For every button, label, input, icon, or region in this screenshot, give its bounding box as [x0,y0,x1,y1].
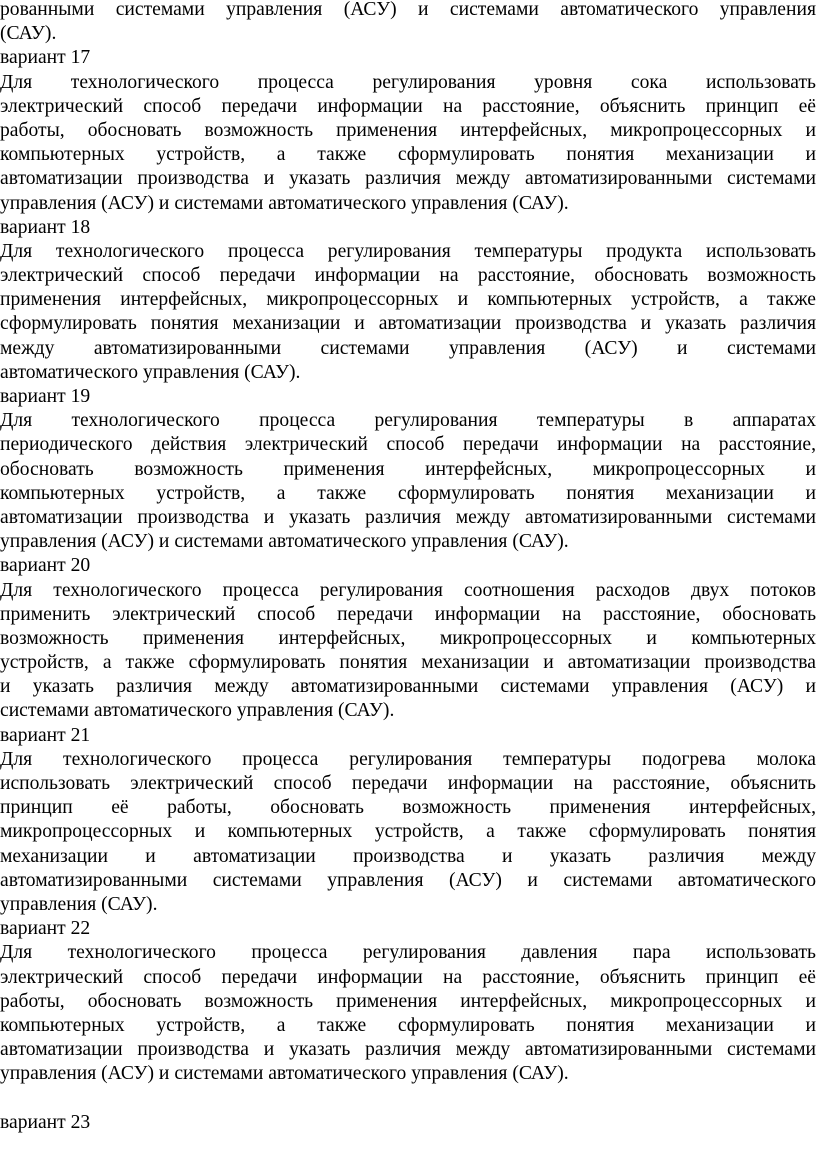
paragraph-line: работы, обосновать возможность применения интерфейсных, микропроцессорных и [0,119,816,141]
paragraph-line: компьютерных устройств, а также сформулировать понятия механизации и [0,1014,816,1036]
variants-list [0,46,816,1086]
paragraph-line: Для технологического процесса регулирования уровня сока использовать [0,71,816,93]
paragraph-line: автоматизации производства и указать различия между автоматизированными системами [0,506,816,528]
variant-task-paragraph [0,748,816,917]
paragraph-line: автоматического управления (САУ). [0,361,301,383]
paragraph-line: использовать электрический способ передачи информации на расстояние, объяснить [0,773,816,794]
paragraph-line: автоматизации производства и указать различия между автоматизированными системами [0,1039,816,1061]
paragraph-line: механизации и автоматизации производства и указать различия между [0,845,816,867]
intro-paragraph [0,0,816,46]
paragraph-line: возможность применения интерфейсных, микропроцессорных и компьютерных [0,627,816,649]
paragraph-line: компьютерных устройств, а также сформулировать понятия механизации и [0,482,816,504]
paragraph-line: электрический способ передачи информации на расстояние, объяснить принцип её [0,966,816,988]
paragraph-line: применения интерфейсных, микропроцессорных и компьютерных устройств, а также [0,289,816,311]
paragraph-line: периодического действия электрический способ передачи информации на расстояние, [0,434,816,456]
variant-heading: вариант 19 [0,386,91,407]
paragraph-line: устройств, а также сформулировать понятия механизации и автоматизации производства [0,652,816,674]
paragraph-line: автоматизированными системами управления (АСУ) и системами автоматического [0,869,816,891]
variant-task-paragraph [0,71,816,216]
paragraph-line: электрический способ передачи информации на расстояние, объяснить принцип её [0,95,816,117]
paragraph-line: электрический способ передачи информации на расстояние, обосновать возможность [0,265,816,287]
paragraph-line: автоматизации производства и указать различия между автоматизированными системами [0,168,816,190]
paragraph-line: (САУ). [0,23,57,45]
paragraph-line: управления (АСУ) и системами автоматического управления (САУ). [0,531,569,553]
paragraph-line: применить электрический способ передачи информации на расстояние, обосновать [0,603,816,625]
paragraph-line: между автоматизированными системами управления (АСУ) и системами [0,337,816,359]
paragraph-line: Для технологического процесса регулирования температуры в аппаратах [0,410,816,432]
variant-section [0,385,816,554]
variant-task-paragraph [0,579,816,724]
variant-task-paragraph [0,240,816,385]
variant-section [0,216,816,385]
paragraph-line: компьютерных устройств, а также сформулировать понятия механизации и [0,144,816,166]
variant-heading: вариант 21 [0,724,91,746]
variant-heading: вариант 22 [0,918,91,940]
variant-task-paragraph [0,409,816,554]
paragraph-line: обосновать возможность применения интерфейсных, микропроцессорных и [0,458,816,480]
variant-section [0,554,816,723]
paragraph-line: микропроцессорных и компьютерных устройств, а также сформулировать понятия [0,821,816,843]
paragraph-line: работы, обосновать возможность применения интерфейсных, микропроцессорных и [0,990,816,1012]
variant-task-paragraph [0,941,816,1086]
variant-heading: вариант 18 [0,216,91,238]
variant-heading: вариант 20 [0,555,91,577]
variant-section [0,46,816,215]
paragraph-line: управления (АСУ) и системами автоматического управления (САУ). [0,1063,569,1085]
paragraph-line: принцип её работы, обосновать возможность применения интерфейсных, [0,797,816,819]
paragraph-line: Для технологического процесса регулирования температуры продукта использовать [0,240,816,262]
paragraph-line: Для технологического процесса регулирования температуры подогрева молока [0,748,816,770]
paragraph-line: Для технологического процесса регулирования соотношения расходов двух потоков [0,579,816,601]
paragraph-line: системами автоматического управления (САУ). [0,700,395,722]
paragraph-line: Для технологического процесса регулирования давления пара использовать [0,942,816,964]
variant-section [0,724,816,918]
paragraph-line: рованными системами управления (АСУ) и системами автоматического управления [0,0,816,20]
blank-line [0,1086,816,1110]
paragraph-line: сформулировать понятия механизации и автоматизации производства и указать различия [0,313,816,335]
variant-heading-23: вариант 23 [0,1111,91,1133]
paragraph-line: управления (САУ). [0,893,158,915]
variant-heading: вариант 17 [0,47,91,69]
paragraph-line: и указать различия между автоматизированными системами управления (АСУ) и [0,676,816,698]
paragraph-line: управления (АСУ) и системами автоматического управления (САУ). [0,192,569,214]
variant-section [0,917,816,1086]
